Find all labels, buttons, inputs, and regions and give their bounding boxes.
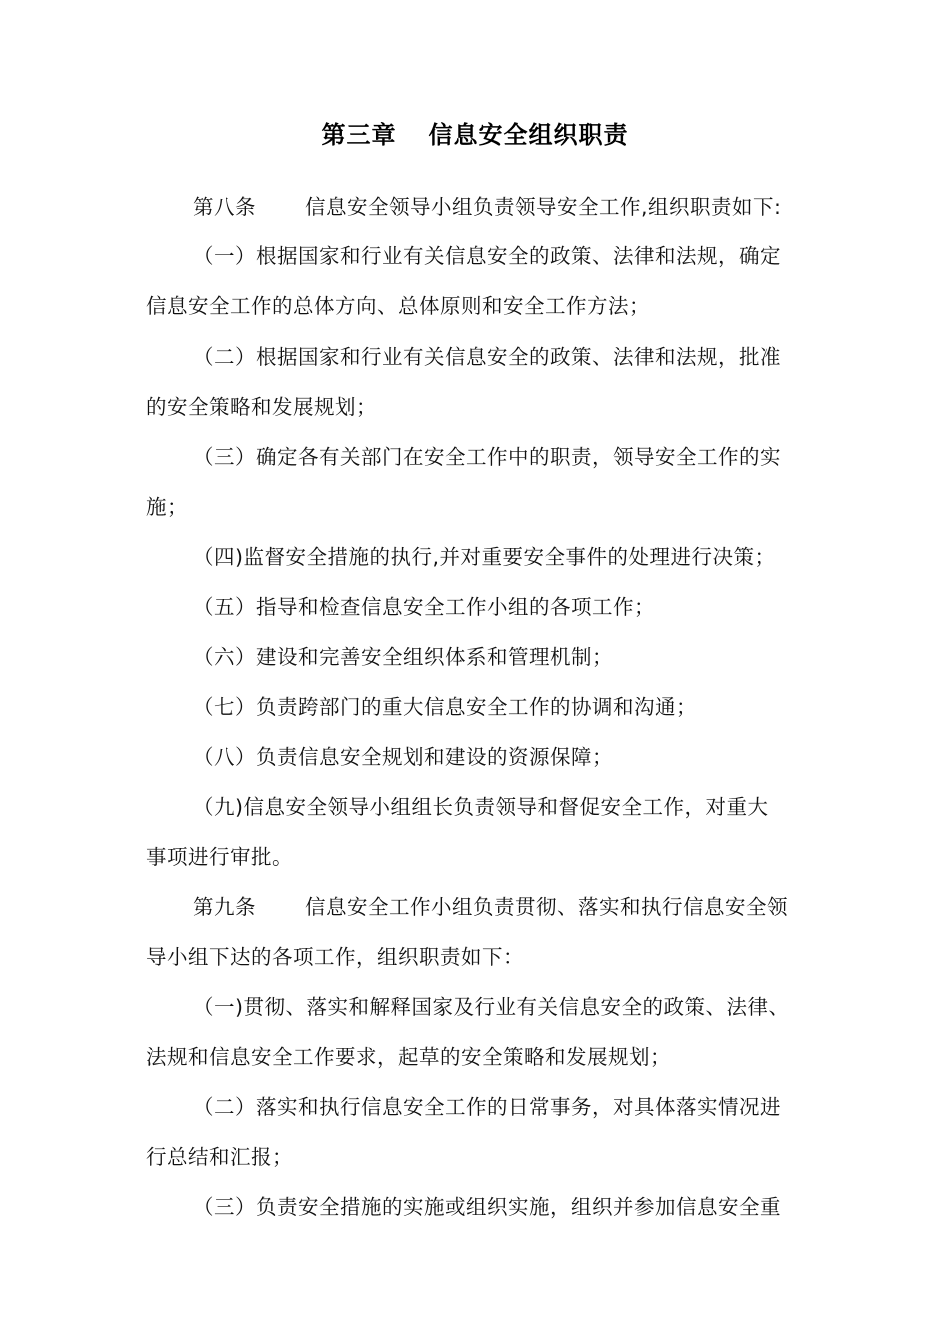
article-8-item-9-line-1: （九)信息安全领导小组组长负责领导和督促安全工作，对重大 [193,795,769,819]
article-8-item-2-line-1: （二）根据国家和行业有关信息安全的政策、法律和法规，批准 [193,345,781,369]
article-9-item-3-line-1: （三）负责安全措施的实施或组织实施，组织并参加信息安全重 [193,1195,781,1219]
article-9-item-1-line-2: 法规和信息安全工作要求，起草的安全策略和发展规划； [146,1045,671,1069]
article-9-text-line-2: 导小组下达的各项工作，组织职责如下： [146,945,524,969]
article-8-label: 第八条 [193,195,256,219]
article-8-item-5: （五）指导和检查信息安全工作小组的各项工作； [193,595,655,619]
article-9-item-1-line-1: （一)贯彻、落实和解释国家及行业有关信息安全的政策、法律、 [193,995,790,1019]
article-8-item-6: （六）建设和完善安全组织体系和管理机制； [193,645,613,669]
article-8-item-4: （四)监督安全措施的执行,并对重要安全事件的处理进行决策； [193,545,776,569]
article-8-item-1-line-2: 信息安全工作的总体方向、总体原则和安全工作方法； [146,294,650,318]
article-9-text-line-1: 信息安全工作小组负责贯彻、落实和执行信息安全领 [305,895,788,919]
article-8-item-3-line-1: （三）确定各有关部门在安全工作中的职责，领导安全工作的实 [193,445,781,469]
article-8-item-9-line-2: 事项进行审批。 [146,845,293,869]
article-9-item-2-line-2: 行总结和汇报； [146,1145,293,1169]
chapter-title [0,115,950,155]
article-8-item-3-line-2: 施； [146,495,188,519]
article-8-item-2-line-2: 的安全策略和发展规划； [146,395,377,419]
article-8-item-7: （七）负责跨部门的重大信息安全工作的协调和沟通； [193,695,697,719]
article-9-label: 第九条 [193,895,256,919]
chapter-number: 第三章 [321,121,397,149]
chapter-name: 信息安全组织职责 [428,121,629,149]
article-8-item-8: （八）负责信息安全规划和建设的资源保障； [193,745,613,769]
article-8-item-1-line-1: （一）根据国家和行业有关信息安全的政策、法律和法规，确定 [193,244,781,268]
article-9-item-2-line-1: （二）落实和执行信息安全工作的日常事务，对具体落实情况进 [193,1095,781,1119]
article-9-heading [193,892,788,922]
article-8-heading [193,192,781,222]
article-8-text: 信息安全领导小组负责领导安全工作,组织职责如下: [305,195,782,219]
